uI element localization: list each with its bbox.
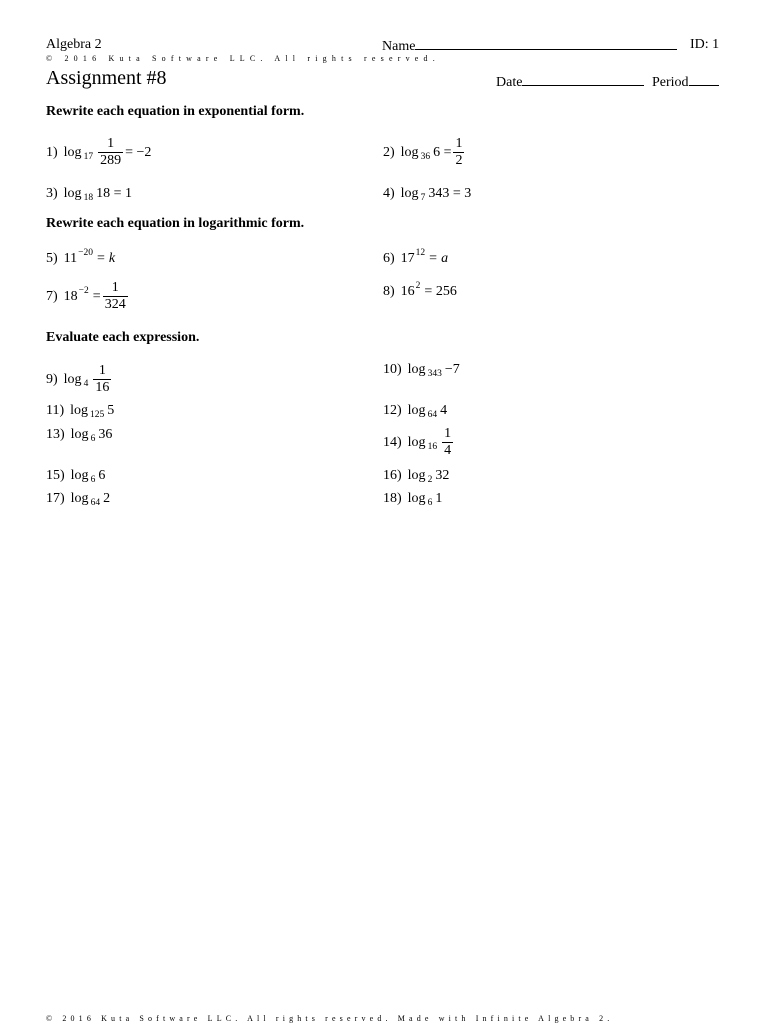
copyright-line: © 2016 Kuta Software LLC. All rights reserved. bbox=[46, 54, 440, 63]
log-text: log bbox=[407, 468, 426, 483]
fraction-denominator: 16 bbox=[95, 380, 110, 395]
fraction-numerator: 1 bbox=[444, 426, 452, 441]
log-text: log bbox=[70, 468, 89, 483]
log-base: 18 bbox=[83, 193, 94, 203]
log-text: log bbox=[63, 371, 82, 387]
date-blank[interactable] bbox=[522, 73, 644, 86]
problem-number: 12) bbox=[383, 403, 402, 418]
log-base: 6 bbox=[90, 434, 96, 444]
variable: k bbox=[108, 251, 116, 266]
log-argument: 6 = bbox=[433, 144, 452, 160]
period-blank[interactable] bbox=[689, 73, 719, 86]
problem-2 bbox=[383, 136, 466, 169]
fraction bbox=[103, 280, 128, 313]
problem-number: 14) bbox=[383, 434, 402, 450]
section-instruction: Evaluate each expression. bbox=[46, 330, 200, 345]
problem-number: 3) bbox=[46, 186, 58, 201]
period-label: Period bbox=[652, 75, 689, 90]
problem-number: 15) bbox=[46, 468, 65, 483]
log-text: log bbox=[407, 434, 426, 450]
period-field[interactable] bbox=[652, 73, 719, 91]
log-base: 36 bbox=[420, 151, 431, 162]
section-instruction: Rewrite each equation in logarithmic form. bbox=[46, 216, 305, 231]
log-base: 343 bbox=[427, 369, 442, 379]
equals-sign: = bbox=[97, 251, 105, 266]
equation-rest: 1 bbox=[435, 491, 443, 506]
problem-number: 6) bbox=[383, 251, 395, 266]
log-text: log bbox=[400, 144, 419, 160]
log-base: 64 bbox=[90, 498, 101, 508]
fraction-numerator: 1 bbox=[98, 363, 106, 378]
date-label: Date bbox=[496, 75, 523, 90]
problem-6 bbox=[383, 248, 449, 267]
problem-12 bbox=[383, 403, 447, 419]
date-field[interactable] bbox=[496, 73, 644, 91]
fraction-numerator: 1 bbox=[455, 136, 463, 151]
problem-9 bbox=[46, 363, 113, 396]
problem-number: 18) bbox=[383, 491, 402, 506]
problem-number: 8) bbox=[383, 284, 395, 299]
log-text: log bbox=[400, 186, 419, 201]
equation-rest: 36 bbox=[98, 427, 113, 442]
page-title: Assignment #8 bbox=[46, 67, 167, 89]
log-base: 6 bbox=[427, 498, 433, 508]
equals-sign: = bbox=[92, 288, 101, 304]
problem-15 bbox=[46, 468, 105, 484]
variable: a bbox=[441, 251, 449, 266]
problem-11 bbox=[46, 403, 114, 419]
problem-number: 1) bbox=[46, 144, 58, 160]
log-base: 6 bbox=[90, 475, 96, 485]
fraction-denominator: 4 bbox=[444, 443, 452, 458]
problem-8 bbox=[383, 281, 457, 300]
log-text: log bbox=[63, 186, 82, 201]
problem-5 bbox=[46, 248, 116, 267]
log-base: 17 bbox=[83, 151, 94, 162]
log-base: 16 bbox=[427, 441, 438, 452]
problem-number: 9) bbox=[46, 371, 58, 387]
log-text: log bbox=[407, 362, 426, 377]
fraction-numerator: 1 bbox=[111, 280, 119, 295]
footer-copyright: © 2016 Kuta Software LLC. All rights reserved. Made with Infinite Algebra 2. bbox=[46, 1014, 614, 1023]
log-text: log bbox=[70, 427, 89, 442]
problem-number: 10) bbox=[383, 362, 402, 377]
problem-7 bbox=[46, 280, 130, 313]
name-blank[interactable] bbox=[415, 37, 677, 50]
fraction-numerator: 1 bbox=[107, 136, 115, 151]
log-base: 125 bbox=[90, 410, 105, 420]
equation-rest: = 256 bbox=[424, 284, 457, 299]
problem-10 bbox=[383, 362, 460, 378]
equation-rest: 18 = 1 bbox=[96, 186, 132, 201]
problem-4 bbox=[383, 186, 471, 202]
log-base: 7 bbox=[420, 193, 426, 203]
power-base: 16 bbox=[400, 284, 415, 299]
problem-17 bbox=[46, 491, 110, 507]
log-base: 64 bbox=[427, 410, 438, 420]
log-text: log bbox=[70, 491, 89, 506]
section-instruction: Rewrite each equation in exponential form. bbox=[46, 104, 305, 119]
problem-14 bbox=[383, 426, 455, 459]
fraction bbox=[93, 363, 111, 396]
log-base: 4 bbox=[83, 378, 89, 389]
log-text: log bbox=[407, 491, 426, 506]
power-base: 18 bbox=[63, 288, 78, 304]
problem-number: 4) bbox=[383, 186, 395, 201]
power-base: 11 bbox=[63, 251, 78, 266]
problem-number: 16) bbox=[383, 468, 402, 483]
power-exponent: 2 bbox=[415, 281, 421, 291]
problem-13 bbox=[46, 427, 112, 443]
equation-rest: 2 bbox=[103, 491, 111, 506]
equation-rest: 6 bbox=[98, 468, 106, 483]
fraction-denominator: 324 bbox=[104, 297, 126, 312]
equation-rest: 4 bbox=[440, 403, 448, 418]
power-exponent: 12 bbox=[415, 248, 426, 258]
power-base: 17 bbox=[400, 251, 415, 266]
fraction-denominator: 2 bbox=[455, 153, 463, 168]
equation-rhs: = −2 bbox=[125, 144, 152, 160]
equation-rest: −7 bbox=[444, 362, 460, 377]
problem-18 bbox=[383, 491, 442, 507]
fraction bbox=[98, 136, 123, 169]
equation-rest: 343 = 3 bbox=[428, 186, 472, 201]
problem-number: 2) bbox=[383, 144, 395, 160]
power-exponent: −20 bbox=[78, 248, 94, 258]
equation-rest: 32 bbox=[435, 468, 450, 483]
fraction-denominator: 289 bbox=[100, 153, 122, 168]
id-label: ID: 1 bbox=[690, 37, 720, 52]
equation-rest: 5 bbox=[107, 403, 115, 418]
fraction bbox=[442, 426, 453, 459]
equals-sign: = bbox=[429, 251, 438, 266]
course-name: Algebra 2 bbox=[46, 37, 102, 52]
problem-1 bbox=[46, 136, 151, 169]
log-text: log bbox=[63, 144, 82, 160]
problem-number: 7) bbox=[46, 288, 58, 304]
log-text: log bbox=[70, 403, 89, 418]
log-base: 2 bbox=[427, 475, 433, 485]
fraction bbox=[453, 136, 464, 169]
power-exponent: −2 bbox=[78, 285, 89, 296]
problem-number: 13) bbox=[46, 427, 65, 442]
name-label: Name bbox=[382, 39, 416, 54]
problem-number: 5) bbox=[46, 251, 58, 266]
problem-number: 11) bbox=[46, 403, 65, 418]
problem-16 bbox=[383, 468, 449, 484]
problem-3 bbox=[46, 186, 132, 202]
name-field[interactable] bbox=[382, 37, 677, 55]
log-text: log bbox=[407, 403, 426, 418]
problem-number: 17) bbox=[46, 491, 65, 506]
